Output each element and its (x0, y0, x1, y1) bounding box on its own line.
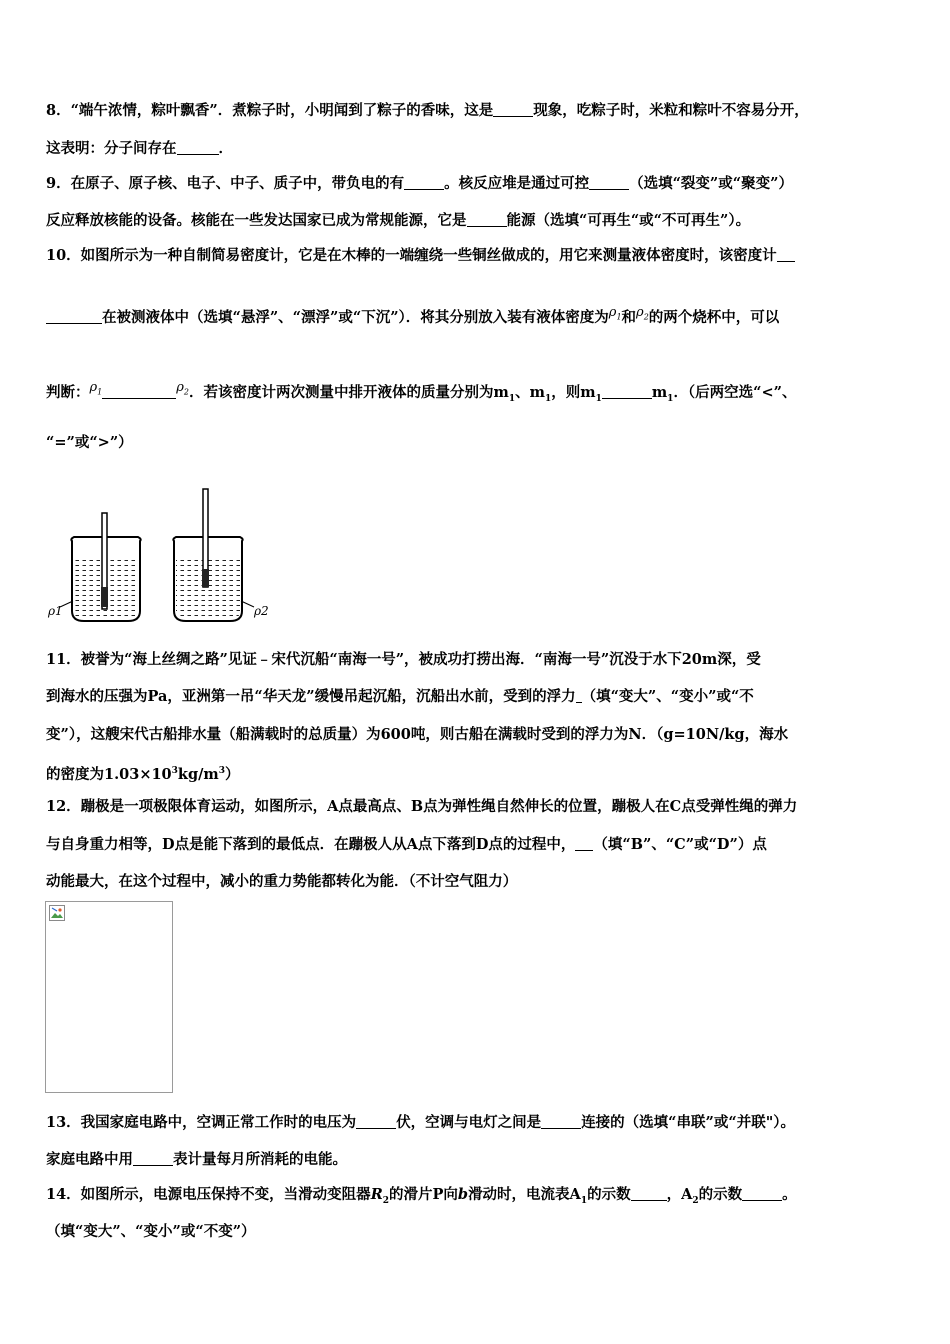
q10-line-4 (46, 433, 133, 453)
q9-blank-2[interactable] (589, 175, 629, 190)
q10-blank-1b[interactable] (46, 309, 102, 324)
q9-blank-1[interactable] (404, 175, 444, 190)
rho2-symbol: $\rho_2$ (636, 305, 649, 322)
q11-line-4: 的密度为$1.03\times 10^3kg/m^3$） (46, 765, 240, 783)
q10-text: 10．如图所示为一种自制简易密度计，它是在木棒的一端缠绕一些铜丝做成的，用它来测量液体密度时，该密度计 (46, 247, 777, 264)
q10-line-2 (46, 305, 780, 334)
copper-wire-coil (101, 587, 108, 607)
q10-text: ，则m (551, 384, 596, 401)
q10-blank-1a[interactable] (777, 247, 795, 262)
q8-text: ． (218, 140, 233, 157)
right-beaker (173, 489, 268, 621)
q12-blank-1[interactable] (575, 836, 593, 851)
copper-wire-coil (202, 569, 209, 587)
q10-text: 和 (621, 309, 637, 326)
q8-blank-1[interactable] (493, 102, 533, 117)
q14-text: （填“变大”、“变小”或“不变”） (46, 1223, 256, 1240)
q14-text: 的滑片P向 (389, 1186, 458, 1203)
q14-text: ，A (666, 1186, 693, 1203)
q9-text: （选填“裂变”或“聚变”） (629, 175, 793, 192)
q11-text: ） (225, 765, 240, 783)
q12-line-1 (46, 797, 797, 817)
q10-text: 的两个烧杯中，可以 (648, 309, 780, 326)
q8-text: 8．“端午浓情，粽叶飘香”．煮粽子时，小明闻到了粽子的香味，这是 (46, 102, 494, 119)
q11-line-1 (46, 650, 761, 670)
q13-line-1 (46, 1113, 795, 1133)
q11-text: （填“变大”、“变小”或“不 (581, 688, 754, 705)
q11-text: 11．被誉为“海上丝绸之路”见证﹣宋代沉船“南海一号”，被成功打捞出海．“南海一号”沉没于水下20m深，受 (46, 651, 761, 668)
q13-text: 表计量每月所消耗的电能。 (173, 1151, 347, 1168)
q14-text: 的示数 (587, 1186, 631, 1203)
q10-blank-3[interactable] (602, 384, 652, 399)
q8-line-2 (46, 139, 233, 159)
q13-blank-3[interactable] (133, 1151, 173, 1166)
q12-line-2 (46, 835, 767, 855)
q11-text: N．（g=10N/kg，海水 (628, 726, 789, 743)
q14-blank-1[interactable] (631, 1186, 667, 1201)
q9-text: 能源（选填“可再生“或“不可再生”）。 (506, 212, 751, 229)
q13-text: 伏，空调与电灯之间是 (396, 1114, 542, 1131)
q12-text: 12．蹦极是一项极限体育运动，如图所示，A点最高点、B点为弹性绳自然伸长的位置，蹦极人在C点受弹性绳的弹力 (46, 798, 798, 815)
beakers-figure (40, 483, 280, 623)
q14-text: 滑动时，电流表A (468, 1186, 581, 1203)
q12-text: 与自身重力相等，D点是能下落到的最低点．在蹦极人从A点下落到D点的过程中， (46, 836, 576, 853)
q14-blank-2[interactable] (742, 1186, 782, 1201)
q10-text: 、m (515, 384, 545, 401)
q14-line-1: 14．如图所示，电源电压保持不变，当滑动变阻器$R_2$的滑片P向b滑动时，电流表$A_1$的示数 ，$A_2$的示数 。 (46, 1186, 797, 1206)
q13-blank-1[interactable] (356, 1114, 396, 1129)
q11-line-2 (46, 687, 754, 707)
q9-text: 反应释放核能的设备。核能在一些发达国家已成为常规能源，它是 (46, 212, 467, 229)
q10-text: ．若该密度计两次测量中排开液体的质量分别为m (189, 384, 509, 401)
q13-text: 家庭电路中用 (46, 1151, 133, 1168)
q11-text: 变”），这艘宋代古船排水量（船满载时的总质量）为600吨，则古船在满载时受到的浮力为 (46, 726, 629, 743)
q11-line-3 (46, 725, 788, 745)
q14-line-2 (46, 1222, 256, 1242)
q13-blank-2[interactable] (541, 1114, 581, 1129)
q11-text: 到海水的压强为 (46, 688, 148, 705)
q9-line-2 (46, 211, 750, 231)
q8-blank-2[interactable] (177, 140, 219, 155)
q10-line-1 (46, 246, 795, 266)
q10-text: “=”或“>”） (46, 434, 133, 451)
q10-text: 在被测液体中（选填“悬浮”、“漂浮”或“下沉”）．将其分别放入装有液体密度为 (102, 309, 609, 326)
rho2-symbol: $\rho_2$ (176, 380, 189, 397)
q13-text: 13．我国家庭电路中，空调正常工作时的电压为 (46, 1114, 357, 1131)
q14-text: 14．如图所示，电源电压保持不变，当滑动变阻器 (46, 1186, 371, 1203)
q13-line-2 (46, 1150, 347, 1170)
rho1-symbol: $\rho_1$ (608, 305, 622, 322)
q10-line-3: 判断：$\rho_1$ $\rho_2$．若该密度计两次测量中排开液体的质量分别为$m_1$、$m_1$，则$m_1$ $m_1$．（后两空选“<”、 (46, 380, 797, 404)
q9-blank-3[interactable] (467, 212, 507, 227)
rho2-figure-label: ρ2 (254, 604, 269, 618)
q11-text: kg/m (177, 765, 219, 783)
q12-text: 动能最大，在这个过程中，减小的重力势能都转化为 (46, 873, 380, 890)
q9-text: 9．在原子、原子核、电子、中子、质子中，带负电的有 (46, 175, 405, 192)
q10-blank-2[interactable] (102, 384, 176, 399)
q9-text: 。核反应堆是通过可控 (444, 175, 590, 192)
q12-text: 能．（不计空气阻力） (379, 873, 518, 890)
q8-line-1 (46, 101, 809, 121)
rho1-figure-label: ρ1 (48, 604, 63, 618)
q8-text: 这表明：分子间存在 (46, 140, 177, 157)
q12-text: （填“B”、“C”或“D”）点 (593, 836, 767, 853)
q13-text: 连接的（选填“串联”或“并联"）。 (581, 1114, 796, 1131)
q11-text: 的密度为1.03×10 (46, 765, 172, 783)
q10-text: m (651, 384, 668, 401)
broken-image-icon (49, 905, 65, 921)
left-beaker (47, 513, 141, 621)
q14-text: 的示数 (698, 1186, 743, 1203)
q8-text: 现象，吃粽子时，米粒和粽叶不容易分开， (533, 102, 809, 119)
q9-line-1 (46, 174, 793, 194)
rho1-symbol: $\rho_1$ (89, 380, 103, 397)
bungee-figure-broken-image (45, 901, 173, 1093)
q14-text: 。 (782, 1186, 797, 1203)
q10-text: ．（后两空选“<”、 (673, 384, 797, 401)
q12-line-3 (46, 872, 517, 892)
q11-text: Pa，亚洲第一吊“华天龙”缓慢吊起沉船，沉船出水前，受到的浮力 (147, 688, 576, 705)
q10-text: 判断： (46, 384, 90, 401)
